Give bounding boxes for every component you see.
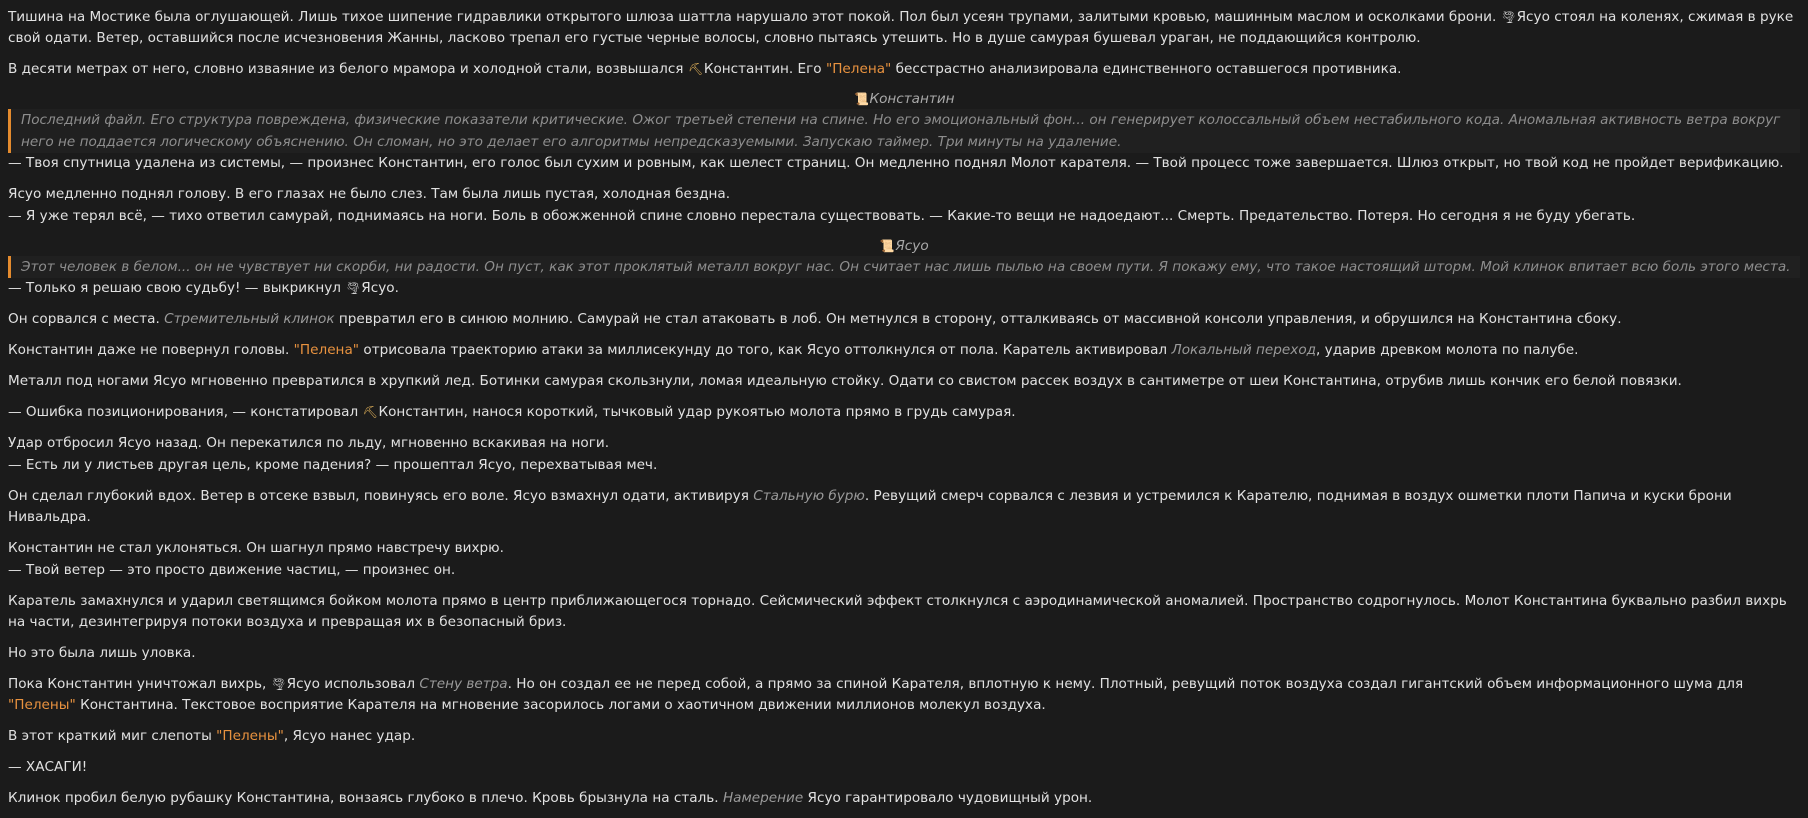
thought-block-konstantin: Последний файл. Его структура повреждена, физические показатели критические. Ожог третьей степени на спине. Но его эмоциональный фон... он генерирует колоссальный объем нестабильного кода. Аномальная активность ветра вокруг него не поддается логическому объяснению. Он сломан, но это делает его алгоритмы непредсказуемыми. Запускаю таймер. Три минуты на удаление.: [8, 109, 1800, 153]
paragraph-8: Константин даже не повернул головы. "Пелена" отрисовала траекторию атаки за миллисекунду до того, как Ясуо оттолкнулся от пола. Каратель активировал Локальный переход, ударив древком молота по палубе.: [8, 342, 1579, 358]
ability-name: Стремительный клинок: [164, 311, 335, 327]
paragraph-4: Ясуо медленно поднял голову. В его глазах не было слез. Там была лишь пустая, холодная бездна.: [8, 186, 731, 202]
scroll-icon: 📜: [853, 92, 869, 106]
paragraph-15: — Твой ветер — это просто движение частиц, — произнес он.: [8, 562, 456, 578]
tornado-icon: 🌪: [1500, 10, 1517, 24]
hammer-icon: ⛏: [362, 405, 379, 419]
paragraph-6: — Только я решаю свою судьбу! — выкрикнул 🌪Ясуо.: [8, 278, 1800, 299]
ability-name: Стену ветра: [419, 676, 508, 692]
hammer-icon: ⛏: [688, 62, 704, 76]
ability-name: Намерение: [722, 790, 804, 806]
ability-name: Локальный переход: [1171, 342, 1317, 358]
paragraph-3: — Твоя спутница удалена из системы, — произнес Константин, его голос был сухим и ровным, как шелест страниц. Он медленно поднял Молот карателя. — Твой процесс тоже завершается. Шлюз открыт, но твой код не пройдет верификацию.: [8, 155, 1784, 171]
speaker-label-konstantin: 📜Константин: [853, 91, 955, 107]
paragraph-12: — Есть ли у листьев другая цель, кроме падения? — прошептал Ясуо, перехватывая меч.: [8, 457, 658, 473]
paragraph-19: В этот краткий миг слепоты "Пелены", Ясуо нанес удар.: [8, 728, 416, 744]
paragraph-7: Он сорвался с места. Стремительный клинок превратил его в синюю молнию. Самурай не стал атаковать в лоб. Он метнулся в сторону, отталкиваясь от массивной консоли управления, и обрушился на Константина сбоку.: [8, 311, 1622, 327]
paragraph-10: — Ошибка позиционирования, — констатировал ⛏Константин, нанося короткий, тычковый удар рукоятью молота прямо в грудь самурая.: [8, 402, 1800, 423]
tornado-icon: 🌪: [345, 281, 361, 295]
scroll-icon: 📜: [879, 239, 895, 253]
pelena-term: "Пелена": [293, 342, 360, 358]
paragraph-11: Удар отбросил Ясуо назад. Он перекатился по льду, мгновенно вскакивая на ноги.: [8, 435, 610, 451]
tornado-icon: 🌪: [271, 677, 287, 691]
paragraph-16: Каратель замахнулся и ударил светящимся бойком молота прямо в центр приближающегося торнадо. Сейсмический эффект столкнулся с аэродинамической аномалией. Пространство содрогнулось. Молот Константина буквально разбил вихрь на части, дезинтегрируя потоки воздуха и превращая их в безопасный бриз.: [8, 593, 1787, 630]
paragraph-18: Пока Константин уничтожал вихрь, 🌪Ясуо использовал Стену ветра. Но он создал ее не перед собой, а прямо за спиной Карателя, вплотную к нему. Плотный, ревущий поток воздуха создал гигантский объем информационного шума для "Пелены" Константина. Текстовое восприятие Карателя на мгновение засорилось логами о хаотичном движении миллионов молекул воздуха.: [8, 676, 1744, 713]
pelena-term: "Пелены": [216, 728, 284, 744]
paragraph-1: Тишина на Мостике была оглушающей. Лишь тихое шипение гидравлики открытого шлюза шаттла нарушало этот покой. Пол был усеян трупами, залитыми кровью, машинным маслом и осколками брони. 🌪Ясуо стоял на коленях, сжимая в руке свой одати. Ветер, оставшийся после исчезновения Жанны, ласково трепал его густые черные волосы, словно пытаясь утешить. Но в душе самурая бушевал ураган, не поддающийся контролю.: [8, 9, 1794, 46]
paragraph-13: Он сделал глубокий вдох. Ветер в отсеке взвыл, повинуясь его воле. Ясуо взмахнул одати, активируя Стальную бурю. Ревущий смерч сорвался с лезвия и устремился к Карателю, поднимая в воздух ошметки плоти Папича и куски брони Нивальдра.: [8, 488, 1732, 525]
thought-block-yasuo: Этот человек в белом... он не чувствует ни скорби, ни радости. Он пуст, как этот проклятый металл вокруг нас. Он считает нас лишь пылью на своем пути. Я покажу ему, что такое настоящий шторм. Мой клинок впитает всю боль этого места.: [8, 256, 1800, 278]
pelena-term: "Пелена": [825, 61, 892, 77]
paragraph-14: Константин не стал уклоняться. Он шагнул прямо навстречу вихрю.: [8, 540, 504, 556]
pelena-term: "Пелены": [8, 697, 76, 713]
paragraph-9: Металл под ногами Ясуо мгновенно превратился в хрупкий лед. Ботинки самурая скользнули, ломая идеальную стойку. Одати со свистом рассек воздух в сантиметре от шеи Константина, отрубив лишь кончик его белой повязки.: [8, 373, 1682, 389]
story-text: [8, 7, 1800, 809]
speaker-label-yasuo: 📜Ясуо: [879, 238, 929, 254]
paragraph-20: — ХАСАГИ!: [8, 759, 88, 775]
paragraph-2: В десяти метрах от него, словно изваяние из белого мрамора и холодной стали, возвышался ⛏Константин. Его "Пелена" бесстрастно анализировала единственного оставшегося противника.: [8, 59, 1800, 80]
paragraph-21: Клинок пробил белую рубашку Константина, вонзаясь глубоко в плечо. Кровь брызнула на сталь. Намерение Ясуо гарантировало чудовищный урон.: [8, 790, 1093, 806]
paragraph-5: — Я уже терял всё, — тихо ответил самурай, поднимаясь на ноги. Боль в обожженной спине словно перестала существовать. — Какие-то вещи не надоедают... Смерть. Предательство. Потеря. Но сегодня я не буду убегать.: [8, 208, 1636, 224]
paragraph-17: Но это была лишь уловка.: [8, 645, 196, 661]
ability-name: Стальную бурю: [753, 488, 865, 504]
